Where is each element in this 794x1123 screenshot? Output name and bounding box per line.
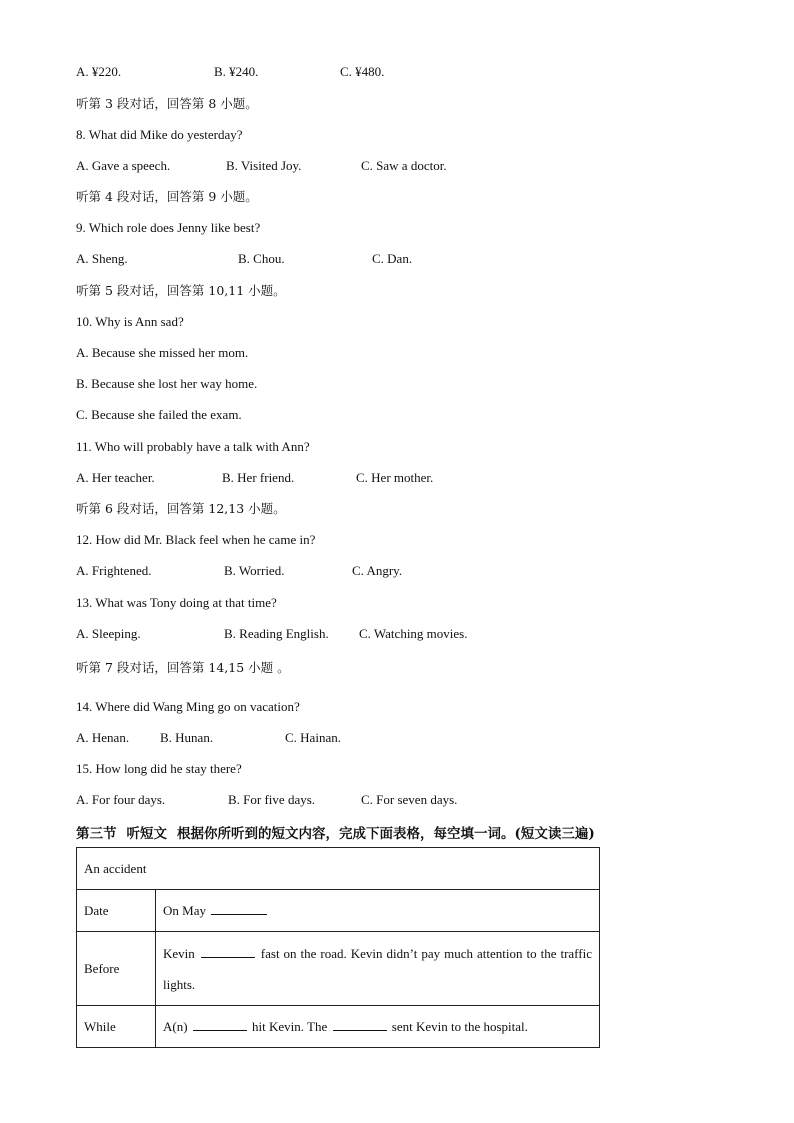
q13-question: 13. What was Tony doing at that time?: [76, 595, 277, 610]
q10-option-a: A. Because she missed her mom.: [76, 345, 249, 360]
q10-option-b: B. Because she lost her way home.: [76, 376, 258, 391]
q8-option-b: B. Visited Joy.: [226, 158, 302, 173]
q12-option-a: A. Frightened.: [76, 563, 152, 578]
date-cell: [156, 890, 600, 932]
q12-option-b: B. Worried.: [224, 563, 285, 578]
q15-option-a: A. For four days.: [76, 792, 166, 807]
section-3-name: 听短文: [126, 826, 167, 842]
q12-option-c: C. Angry.: [352, 563, 403, 578]
q8-option-a: A. Gave a speech.: [76, 158, 171, 173]
q9-option-a: A. Sheng.: [76, 251, 128, 266]
while-blank-2[interactable]: [333, 1018, 387, 1031]
dialogue-4-instruction: 听第 4 段对话，回答第 9 小题。: [76, 189, 258, 204]
q7-option-c: C. ¥480.: [340, 64, 385, 79]
section-3-instruction: 根据你所听到的短文内容，完成下面表格，每空填一词。(短文读三遍): [177, 826, 595, 842]
q10-question: 10. Why is Ann sad?: [76, 314, 184, 329]
q11-option-a: A. Her teacher.: [76, 470, 155, 485]
table-row: [77, 890, 600, 932]
q15-option-c: C. For seven days.: [361, 792, 458, 807]
q13-option-a: A. Sleeping.: [76, 626, 141, 641]
while-text-2: hit Kevin. The: [252, 1019, 328, 1034]
before-blank[interactable]: [201, 945, 255, 958]
before-rest: fast on the road. Kevin didn’t pay much attention to the traffic lights.: [163, 945, 592, 992]
q11-option-b: B. Her friend.: [222, 470, 295, 485]
q13-option-c: C. Watching movies.: [359, 626, 468, 641]
q14-option-b: B. Hunan.: [160, 730, 214, 745]
dialogue-5-instruction: 听第 5 段对话，回答第 10,11 小题。: [76, 283, 286, 298]
q9-option-b: B. Chou.: [238, 251, 285, 266]
dialogue-3-instruction: 听第 3 段对话，回答第 8 小题。: [76, 96, 258, 111]
while-blank-1[interactable]: [193, 1018, 247, 1031]
dialogue-7-instruction: 听第 7 段对话，回答第 14,15 小题 。: [76, 660, 290, 675]
q10-option-c: C. Because she failed the exam.: [76, 407, 242, 422]
while-text-1: A(n): [163, 1019, 188, 1034]
section-3-heading: [76, 822, 595, 842]
q8-question: 8. What did Mike do yesterday?: [76, 127, 243, 142]
before-cell: [156, 932, 600, 1006]
date-label: Date: [77, 890, 156, 932]
q14-option-c: C. Hainan.: [285, 730, 341, 745]
section-3-number: 第三节: [76, 826, 117, 842]
q9-option-c: C. Dan.: [372, 251, 413, 266]
table-row: [77, 848, 600, 890]
q13-option-b: B. Reading English.: [224, 626, 329, 641]
q7-option-b: B. ¥240.: [214, 64, 259, 79]
q14-question: 14. Where did Wang Ming go on vacation?: [76, 699, 300, 714]
table-title: An accident: [77, 848, 600, 890]
table-row: [77, 932, 600, 1006]
date-blank[interactable]: [211, 902, 267, 915]
table-row: [77, 1006, 600, 1048]
accident-table: [76, 847, 600, 1048]
q11-option-c: C. Her mother.: [356, 470, 434, 485]
while-label: While: [77, 1006, 156, 1048]
q8-option-c: C. Saw a doctor.: [361, 158, 447, 173]
q11-question: 11. Who will probably have a talk with Ann?: [76, 439, 310, 454]
date-text: On May: [163, 903, 206, 918]
q12-question: 12. How did Mr. Black feel when he came in?: [76, 532, 316, 547]
before-label: Before: [77, 932, 156, 1006]
q14-option-a: A. Henan.: [76, 730, 130, 745]
dialogue-6-instruction: 听第 6 段对话，回答第 12,13 小题。: [76, 501, 286, 516]
q15-option-b: B. For five days.: [228, 792, 316, 807]
while-text-3: sent Kevin to the hospital.: [391, 1019, 528, 1034]
q15-question: 15. How long did he stay there?: [76, 761, 242, 776]
q9-question: 9. Which role does Jenny like best?: [76, 220, 261, 235]
while-cell: [156, 1006, 600, 1048]
before-subject: Kevin: [163, 945, 195, 961]
q7-option-a: A. ¥220.: [76, 64, 122, 79]
